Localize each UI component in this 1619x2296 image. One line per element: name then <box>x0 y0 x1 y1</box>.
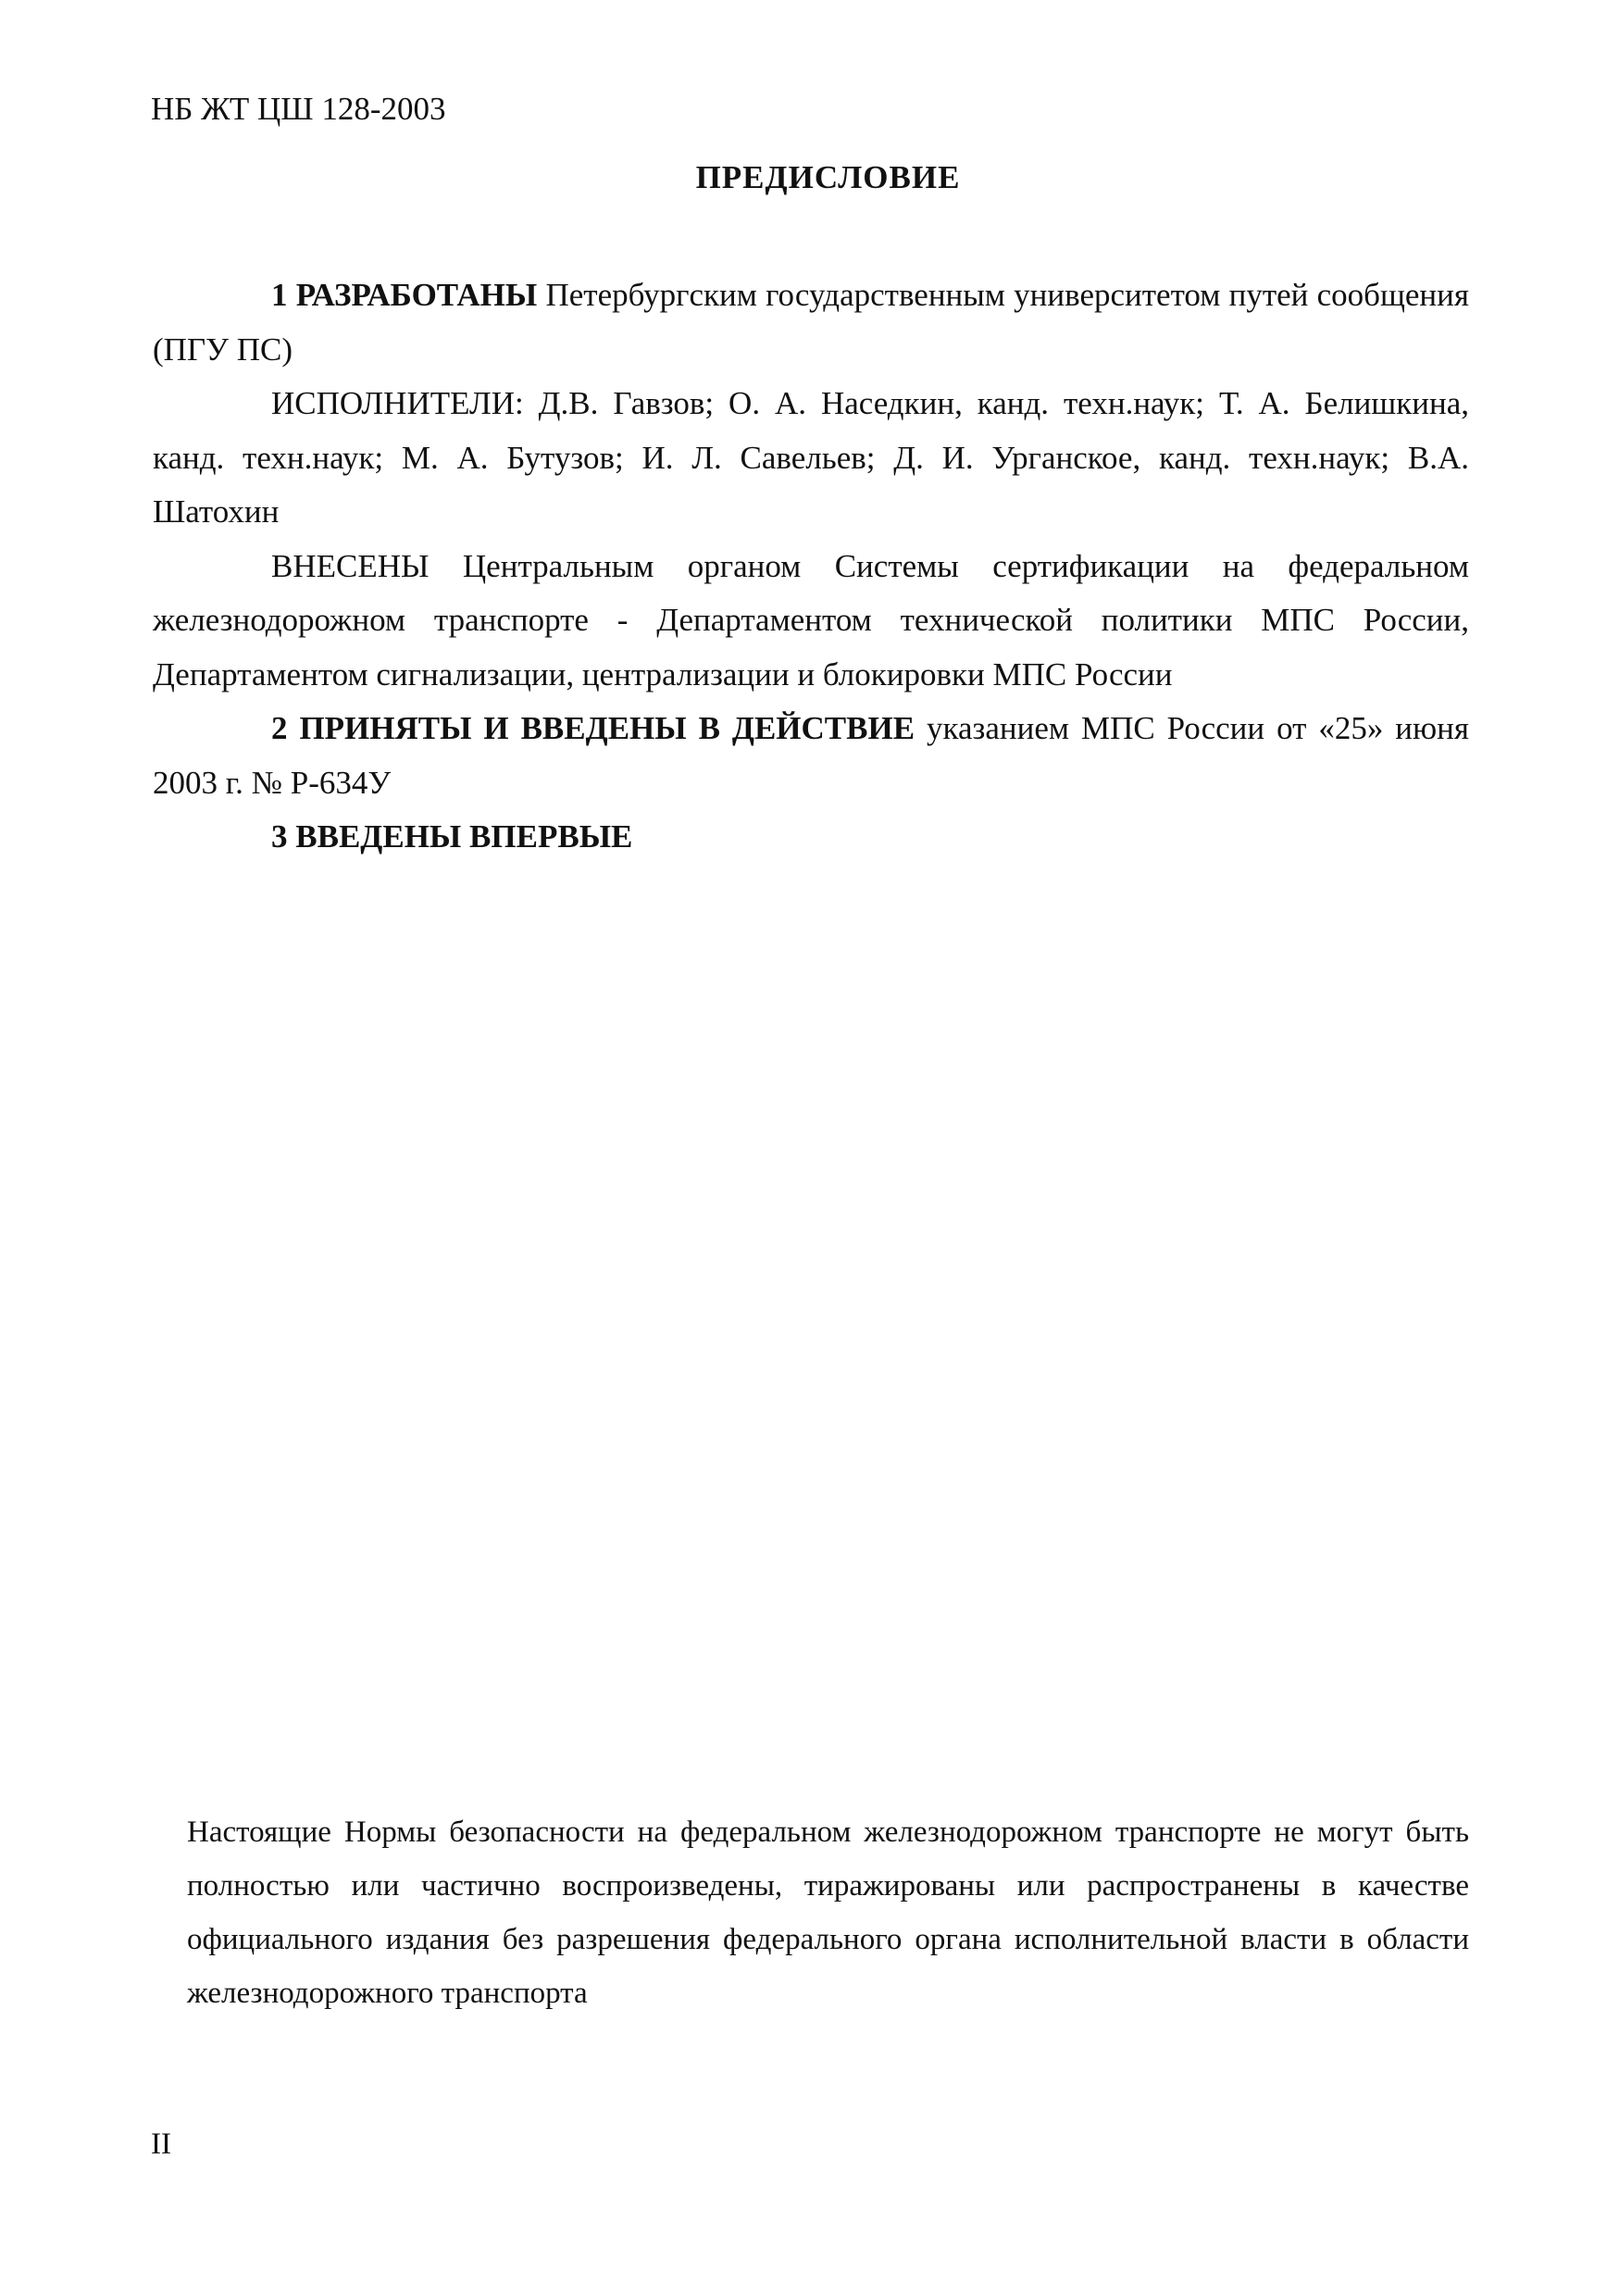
preface-section <box>153 268 1469 865</box>
page-title: ПРЕДИСЛОВИЕ <box>695 159 961 195</box>
document-code: НБ ЖТ ЦШ 128-2003 <box>151 91 446 127</box>
copyright-notice: Настоящие Нормы безопасности на федеральном железнодорожном транспорте не могут быть полностью или частично воспроизведены, тиражированы или распространены в качестве официального издания без разрешения федерального органа исполнительной власти в области железнодорожного транспорта <box>187 1816 1469 2010</box>
preface-item-2-text: указанием МПС России от «25» июня 2003 г. № Р-634У <box>153 710 1470 801</box>
submitted-paragraph: ВНЕСЕНЫ Центральным органом Системы сертификации на федеральном железнодорожном транспорте - Департаментом технической политики МПС России, Департаментом сигнализации, централизации и блокировки МПС России <box>153 547 1469 693</box>
preface-item-1 <box>153 268 1469 377</box>
preface-item-1-text: Петербургским государственным университетом путей сообщения (ПГУ ПС) <box>153 277 1469 368</box>
preface-item-3-label: 3 ВВЕДЕНЫ ВПЕРВЫЕ <box>271 818 633 855</box>
preface-item-1-label: 1 РАЗРАБОТАНЫ <box>271 277 538 313</box>
preface-item-3 <box>153 810 1469 865</box>
preface-item-2 <box>153 702 1469 810</box>
executors-paragraph: ИСПОЛНИТЕЛИ: Д.В. Гавзов; О. А. Наседкин, канд. техн.наук; Т. А. Белишкина, канд. техн.наук; М. А. Бутузов; И. Л. Савельев; Д. И. Урганское, канд. техн.наук; В.А. Шатохин <box>153 385 1469 530</box>
preface-item-2-label: 2 ПРИНЯТЫ И ВВЕДЕНЫ В ДЕЙСТВИЕ <box>271 710 915 746</box>
page-number: II <box>151 2128 171 2161</box>
